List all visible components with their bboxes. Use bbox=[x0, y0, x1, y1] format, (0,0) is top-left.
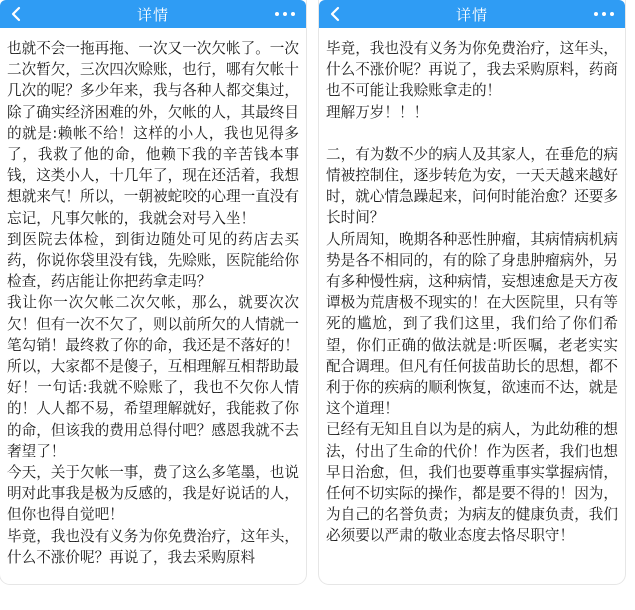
more-dots-icon bbox=[283, 12, 287, 16]
chevron-left-icon bbox=[10, 6, 22, 22]
paragraph-gap bbox=[326, 123, 618, 144]
page-title: 详情 bbox=[455, 5, 488, 24]
more-dots-icon bbox=[275, 12, 279, 16]
page-title: 详情 bbox=[136, 5, 169, 24]
back-button[interactable] bbox=[325, 4, 345, 24]
paragraph: 我让你一次欠帐二次欠帐，那么，就要次次欠！但有一次不欠了，则以前所欠的人情就一笔勾销！最终救了你的命，我还是不落好的！所以，大家都不是傻子，互相理解互相帮助最好！一句话:我就不赊账了，我也不欠你人情的！人人都不易，希望理解就好，我能救了你的命，但该我的费用总得付吧？感恩我就不去奢望了！ bbox=[7, 294, 299, 460]
more-dots-icon bbox=[602, 12, 606, 16]
article-body bbox=[319, 32, 625, 584]
navbar bbox=[0, 0, 306, 28]
scroll-fade bbox=[0, 570, 306, 584]
more-button[interactable] bbox=[589, 4, 619, 24]
paragraph: 二，有为数不少的病人及其家人，在垂危的病情被控制住，逐步转危为安，一天天越来越好时，就心情急躁起来，问何时能治愈？还要多长时间？ bbox=[326, 145, 618, 227]
paragraph: 也就不会一拖再拖、一次又一次欠帐了。一次二次暂欠，三次四次赊账，也行，哪有欠帐十几次的呢？多少年来，我与各种人都交集过，除了确实经济困难的外，欠帐的人，其最终目的就是:赖帐不给！这样的小人，我也见得多了，我救了他的命，他赖下我的辛苦钱本事钱，这类小人，十几年了，现在还活着，我想想就来气！所以，一朝被蛇咬的心理一直没有忘记，凡事欠帐的，我就会对号入坐！ bbox=[7, 40, 299, 227]
paragraph: 今天，关于欠帐一事，费了这么多笔墨，也说明对此事我是极为反感的，我是好说话的人，但你也得自觉吧！ bbox=[7, 464, 299, 524]
more-button[interactable] bbox=[270, 4, 300, 24]
paragraph: 毕竟，我也没有义务为你免费治疗，这年头，什么不涨价呢？再说了，我去采购原料 bbox=[7, 527, 299, 566]
back-button[interactable] bbox=[6, 4, 26, 24]
more-dots-icon bbox=[291, 12, 295, 16]
paragraph: 到医院去体检，到街边随处可见的药店去买药，你说你袋里没有钱，先赊账，医院能给你检查，药店能让你把药拿走吗？ bbox=[7, 230, 299, 291]
paragraph: 毕竟，我也没有义务为你免费治疗，这年头，什么不涨价呢？再说了，我去采购原料，药商也不可能让我赊账拿走的！ bbox=[326, 40, 618, 100]
chevron-left-icon bbox=[329, 6, 341, 22]
paragraph: 已经有无知且自以为是的病人，为此幼稚的想法，付出了生命的代价！作为医者，我们也想早日治愈，但，我们也要尊重事实掌握病情，任何不切实际的操作，都是要不得的！因为，为自己的名誉负责；为病友的健康负责，我们必须要以严肃的敬业态度去恪尽职守！ bbox=[326, 421, 618, 545]
navbar bbox=[319, 0, 625, 28]
more-dots-icon bbox=[610, 12, 614, 16]
article-body bbox=[0, 32, 306, 584]
paragraph: 人所周知，晚期各种恶性肿瘤，其病情病机病势是各不相同的，有的除了身患肿瘤病外，另有多种慢性病，这种病情，妄想速愈是天方夜谭极为荒唐极不现实的！在大医院里，只有等死的尴尬，到了我们这里，我们给了你们希望，你们正确的做法就是:听医嘱，老老实实配合调理。但凡有任何拔苗助长的思想，都不利于你的疾病的顺利恢复，欲速而不达，就是这个道理！ bbox=[326, 230, 618, 418]
more-dots-icon bbox=[594, 12, 598, 16]
phone-screen-left bbox=[0, 0, 306, 584]
phone-screen-right bbox=[319, 0, 625, 584]
paragraph: 理解万岁！！！ bbox=[326, 103, 429, 121]
